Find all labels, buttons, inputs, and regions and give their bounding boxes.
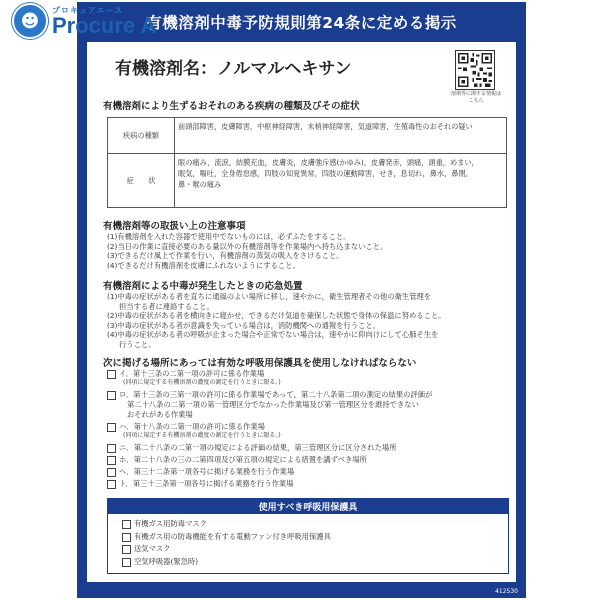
checklist-line: 第二十八条の二第一項の第一管理区分でなかった作業場及び第一管理区分を維持できない: [127, 399, 419, 409]
checkbox[interactable]: [107, 423, 116, 432]
procure-a-logo: [12, 4, 156, 38]
disease-text: 前頭部障害，皮膚障害，中枢神経障害，末梢神経障害，気道障害，生殖毒性のおそれの疑い: [175, 118, 507, 154]
list-item: (4)中毒の症状がある者の呼吸が止まった場合や正常でない場合は，速やかに仰向けにして心肺そ生を: [107, 330, 439, 340]
checkbox[interactable]: [107, 468, 116, 477]
first-aid-section-title: 有機溶剤による中毒が発生したときの応急処置: [103, 281, 303, 292]
checkbox[interactable]: [107, 456, 116, 465]
checkbox[interactable]: [107, 370, 116, 379]
qr-caption: 溶剤等に関する情報はこちら: [450, 91, 501, 104]
safety-sign: [77, 2, 526, 598]
list-item: (2)中毒の症状がある者を横向きに寝かせ，できるだけ気道を確保した状態で身体の保温に努めること。: [107, 311, 446, 321]
disease-table: [107, 117, 507, 208]
sign-header: 有機溶剤中毒予防規則第24条に定める掲示: [146, 14, 457, 32]
list-item: (3)中毒の症状がある者が意識を失っている場合は，消防機関への通報を行うこと。: [107, 320, 381, 330]
list-item: (4)できるだけ有機溶剤を皮膚にふれないようにすること。: [107, 260, 300, 270]
checklist-item: [107, 390, 517, 419]
checklist-item: [107, 443, 517, 453]
checkbox[interactable]: [107, 480, 116, 489]
checkbox[interactable]: [122, 533, 131, 542]
symptom-label: 症 状: [108, 154, 175, 208]
checklist-item: [107, 422, 517, 432]
list-item: 行うこと。: [119, 339, 156, 349]
checkbox[interactable]: [122, 545, 131, 554]
respirator-places-title: 次に掲げる場所にあっては有効な呼吸用保護具を使用しなければならない: [103, 358, 417, 369]
symptom-text: [175, 154, 507, 208]
respirator-item: [122, 556, 508, 569]
checklist-item: [107, 479, 517, 489]
product-code: 412530: [495, 588, 518, 595]
logo-face-icon: ☻: [12, 3, 48, 39]
respirator-item: [122, 543, 508, 556]
solvent-name: 有機溶剤名：ノルマルヘキサン: [115, 59, 352, 79]
handling-section-title: 有機溶剤等の取扱い上の注意事項: [103, 221, 246, 232]
checklist-item: [107, 467, 517, 477]
list-item: (3)できるだけ風上で作業を行い，有機溶剤の蒸気の吸入をさけること。: [107, 251, 344, 261]
checklist-text: イ．第十三条の二第一項の許可に係る作業場: [119, 369, 265, 378]
first-aid-list: [107, 292, 517, 350]
logo-subtitle: プロキュアエース: [52, 5, 124, 15]
respirator-places-list: [107, 369, 517, 489]
respirator-label: 空気呼吸器(緊急時): [134, 556, 199, 566]
symptom-line: 眠気，嘔吐，全身倦怠感，四肢の知覚異常，四肢の運動障害，せき，息切れ，鼻水，鼻閉，: [178, 169, 473, 178]
qr-code-icon: [455, 50, 495, 90]
checklist-text: ホ．第二十八条の三の二第四項及び第五項の規定による措置を講ずべき場所: [119, 455, 367, 465]
respirator-label: 有機ガス用の防毒機能を有する電動ファン付き呼吸用保護具: [134, 531, 331, 541]
checklist-item: [107, 369, 517, 379]
logo-title: Procure A: [52, 12, 157, 38]
checklist-line: ロ．第十三条の三第一項の許可に係る作業場であって，第二十八条第二項の測定の結果の評価が: [119, 390, 433, 399]
checklist-text: ヘ．第三十二条第一項各号に掲げる業務を行う作業場: [119, 467, 295, 477]
checklist-line: おそれがある作業場: [127, 409, 193, 419]
respirator-list: [108, 514, 508, 568]
logo-text: [52, 6, 156, 37]
checklist-text: [119, 390, 432, 419]
list-item: (1)中毒の症状がある者を直ちに通風のよい場所に移し，速やかに，衛生管理者その他の衛生管理を: [107, 292, 432, 301]
sign-body: [87, 42, 516, 582]
list-item: 担当する者に連絡すること。: [119, 301, 214, 311]
checklist-text: ニ．第二十八条の二第一項の規定による評価の結果，第三管理区分に区分された場所: [119, 443, 397, 453]
disease-section-title: 有機溶剤により生ずるおそれのある疾病の種類及びその症状: [103, 101, 360, 112]
checkbox[interactable]: [107, 391, 116, 400]
respirator-title: 使用すべき呼吸用保護具: [108, 499, 508, 514]
respirator-label: 送気マスク: [134, 544, 171, 553]
checkbox[interactable]: [107, 444, 116, 453]
checklist-note: (同項に規定する有機溶剤の濃度の測定を行うときに限る。): [123, 379, 281, 386]
checklist-text: ハ．第十八条の二第一項の許可に係る作業場: [119, 422, 265, 432]
respirator-box: [107, 498, 509, 574]
checkbox[interactable]: [122, 520, 131, 529]
respirator-item: [122, 518, 508, 531]
symptom-line: 鼻・喉の痛み: [178, 180, 222, 189]
respirator-item: [122, 531, 508, 544]
handling-list: [107, 232, 517, 270]
disease-label: 疾病の種類: [108, 118, 175, 154]
respirator-label: 有機ガス用防毒マスク: [134, 519, 207, 528]
checkbox[interactable]: [122, 558, 131, 567]
list-item: (2)当日の作業に直接必要のある量以外の有機溶剤等を作業場内へ持ち込まないこと。: [107, 241, 388, 251]
list-item: (1)有機溶剤を入れた容器で使用中でないものには，必ずふたをすること。: [107, 232, 351, 241]
checklist-text: ト．第三十三条第一項各号に掲げる業務を行う作業場: [119, 479, 294, 489]
checklist-note: (同項に規定する有機溶剤の濃度の測定を行うときに限る。): [123, 432, 281, 440]
checklist-item: [107, 455, 517, 465]
symptom-line: 眼の痛み，流涙，結膜充血，皮膚炎，皮膚強斥感(かゆみ)，皮膚発赤，頭痛，頭重，めまい，: [178, 158, 479, 167]
